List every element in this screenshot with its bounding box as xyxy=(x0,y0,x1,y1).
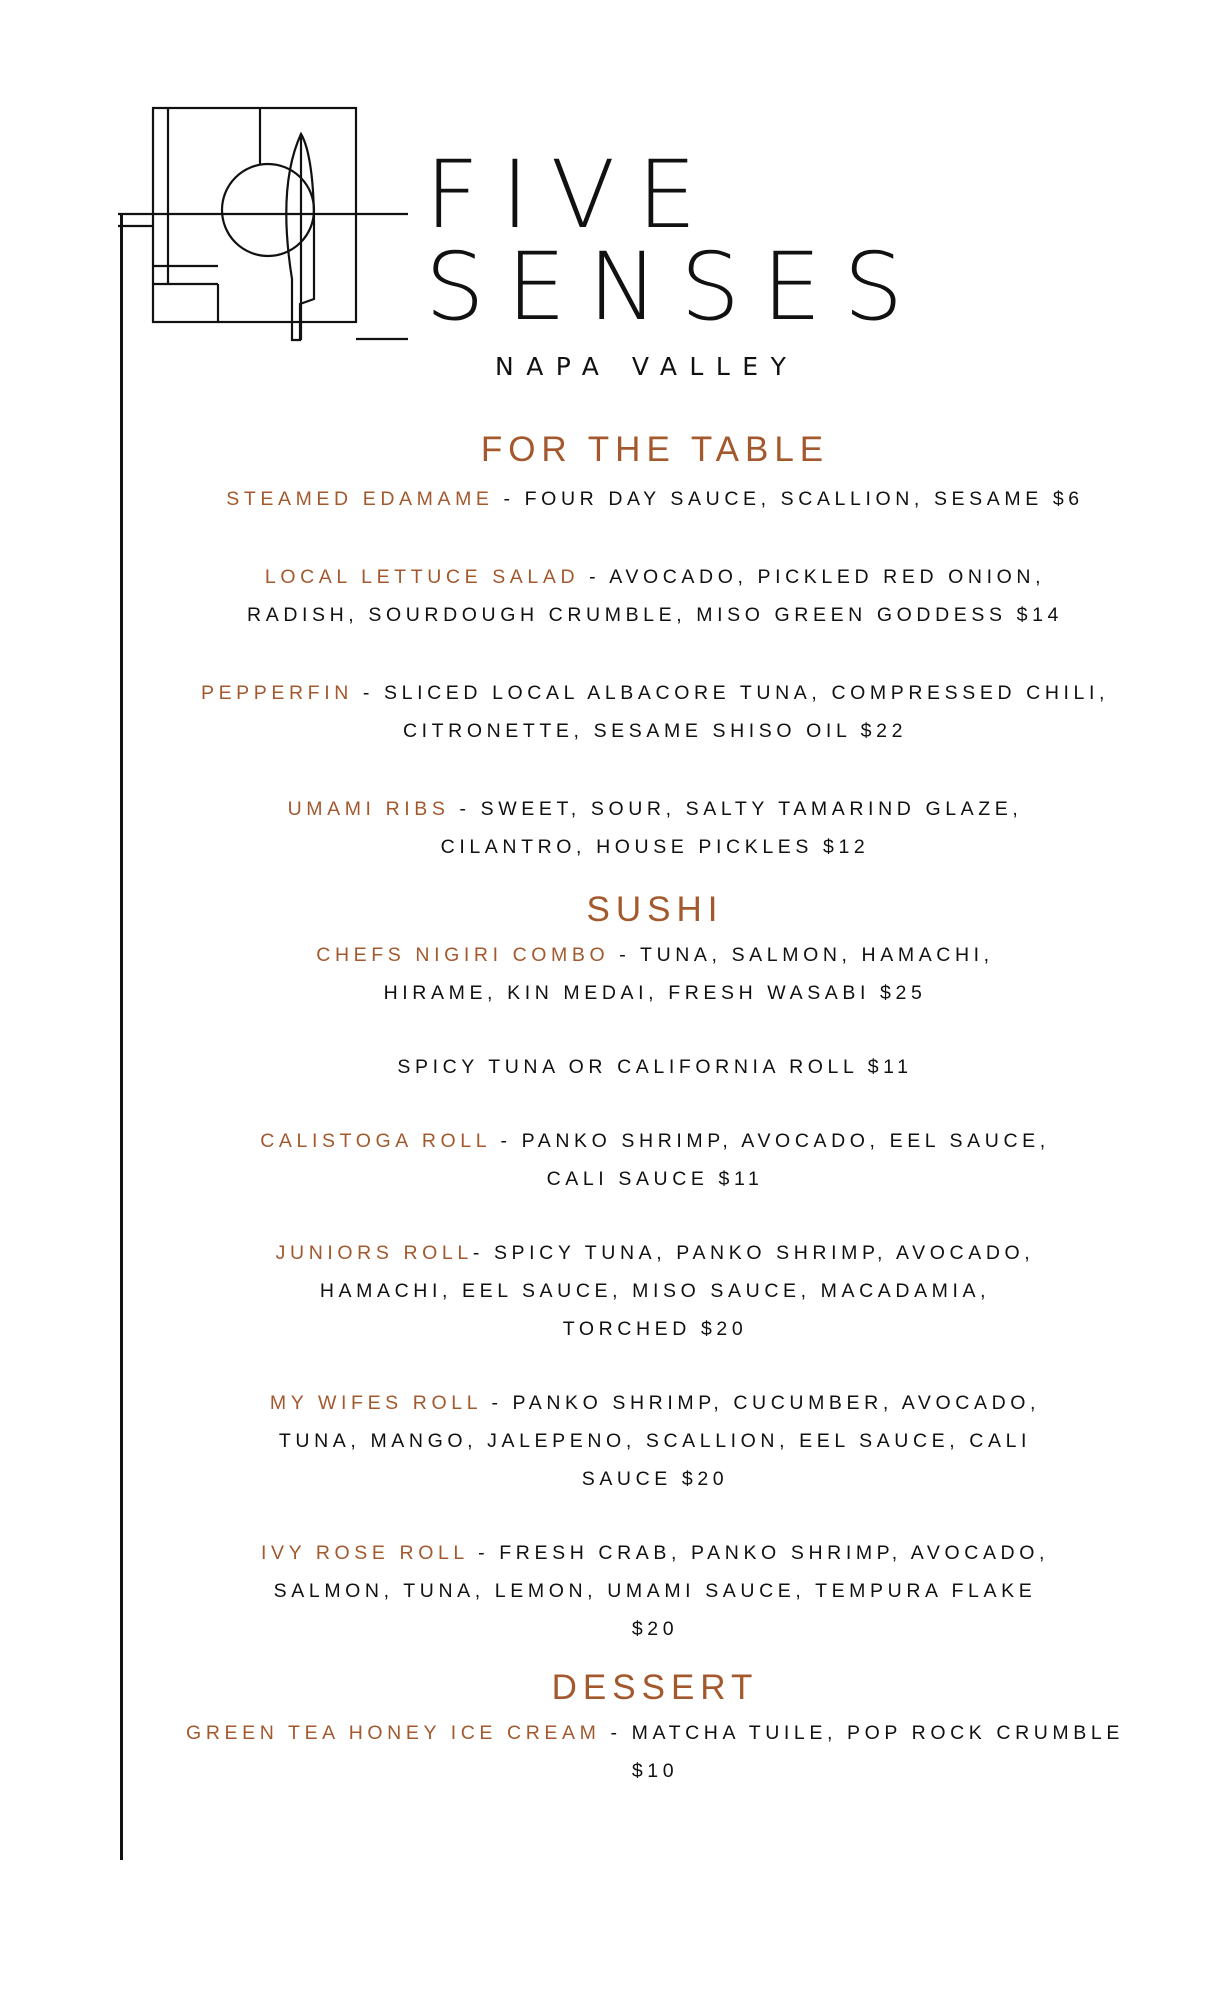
brand-line-five: FIVE xyxy=(425,141,719,250)
menu-item xyxy=(175,936,1135,1012)
menu-item-name: UMAMI RIBS xyxy=(287,798,450,820)
menu-item-desc: - MATCHA TUILE, POP ROCK CRUMBLE $10 xyxy=(600,1722,1124,1782)
menu-item-name: GREEN TEA HONEY ICE CREAM xyxy=(186,1722,601,1744)
menu-item-desc: - TUNA, SALMON, HAMACHI, HIRAME, KIN MEDAI, FRESH WASABI $25 xyxy=(383,944,994,1004)
menu-item-name: LOCAL LETTUCE SALAD xyxy=(264,566,580,588)
brand-line-senses: SENSES xyxy=(425,233,926,342)
menu-item xyxy=(175,790,1135,866)
plate-knife-logo-icon xyxy=(118,104,408,354)
menu-item xyxy=(175,1534,1135,1648)
menu-item-name: CHEFS NIGIRI COMBO xyxy=(316,944,610,966)
section-title-dessert: DESSERT xyxy=(551,1668,759,1707)
menu-item-desc: - AVOCADO, PICKLED RED ONION, RADISH, SOURDOUGH CRUMBLE, MISO GREEN GODDESS $14 xyxy=(247,566,1063,626)
menu-item-name: MY WIFES ROLL xyxy=(269,1392,482,1414)
menu-item-desc: - SLICED LOCAL ALBACORE TUNA, COMPRESSED CHILI, CITRONETTE, SESAME SHISO OIL $22 xyxy=(362,682,1110,742)
menu-item-name: PEPPERFIN xyxy=(200,682,353,704)
brand-logo-text xyxy=(425,141,926,381)
menu-item xyxy=(175,1234,1135,1348)
section-items-dessert xyxy=(175,1714,1135,1790)
menu-item-desc: SPICY TUNA OR CALIFORNIA ROLL $11 xyxy=(397,1056,913,1078)
menu-item-desc: - SWEET, SOUR, SALTY TAMARIND GLAZE, CILANTRO, HOUSE PICKLES $12 xyxy=(440,798,1023,858)
menu-item-name: CALISTOGA ROLL xyxy=(260,1130,491,1152)
menu-item-desc: - PANKO SHRIMP, CUCUMBER, AVOCADO, TUNA, MANGO, JALEPENO, SCALLION, EEL SAUCE, CALI SAUCE $20 xyxy=(278,1392,1041,1490)
section-title-for-the-table: FOR THE TABLE xyxy=(480,430,830,469)
menu-item-name: JUNIORS ROLL xyxy=(275,1242,473,1264)
menu-item xyxy=(175,558,1135,634)
left-vertical-rule xyxy=(120,215,123,1860)
menu-item xyxy=(175,1714,1135,1790)
section-items-for-the-table xyxy=(175,480,1135,866)
menu-item-name: IVY ROSE ROLL xyxy=(260,1542,469,1564)
section-title-sushi: SUSHI xyxy=(586,890,724,929)
menu-item-desc: - FOUR DAY SAUCE, SCALLION, SESAME $6 xyxy=(493,488,1084,510)
menu-item xyxy=(175,1384,1135,1498)
menu-item-desc: - FRESH CRAB, PANKO SHRIMP, AVOCADO, SALMON, TUNA, LEMON, UMAMI SAUCE, TEMPURA FLAKE $20 xyxy=(273,1542,1050,1640)
menu-item-desc: - PANKO SHRIMP, AVOCADO, EEL SAUCE, CALI SAUCE $11 xyxy=(500,1130,1050,1190)
menu-item xyxy=(175,674,1135,750)
brand-subtitle: NAPA VALLEY xyxy=(495,352,799,381)
menu-item-desc: - SPICY TUNA, PANKO SHRIMP, AVOCADO, HAMACHI, EEL SAUCE, MISO SAUCE, MACADAMIA, TORCHED $20 xyxy=(319,1242,1035,1340)
menu-item-name: STEAMED EDAMAME xyxy=(226,488,494,510)
menu-item xyxy=(175,1122,1135,1198)
menu-item xyxy=(175,480,1135,518)
menu-item xyxy=(175,1048,1135,1086)
section-items-sushi xyxy=(175,936,1135,1648)
menu-content xyxy=(175,430,1135,1790)
